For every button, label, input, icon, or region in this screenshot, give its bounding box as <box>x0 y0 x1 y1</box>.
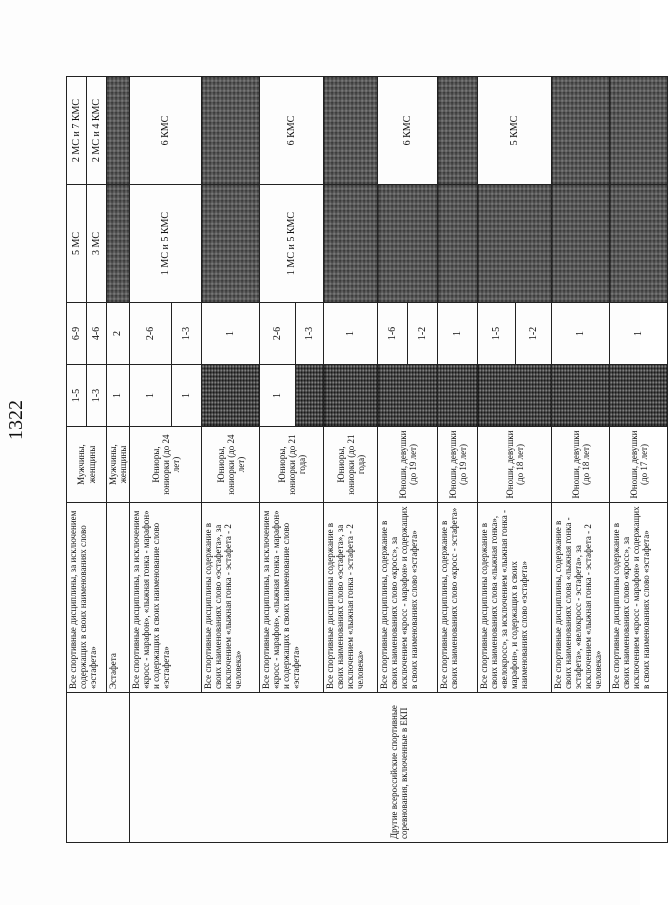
table-cell-discipline: Все спортивные дисциплины, за исключением «кросс - марафон», «лыжная гонка - марафон» и содержащих в своих наименование слово «эстафета» <box>130 503 202 693</box>
table-cell-place: 1 <box>260 365 296 427</box>
table-cell-noise <box>478 185 552 303</box>
table-cell-place: 4-6 <box>87 303 107 365</box>
table-cell-category: Юниоры, юниорки (до 21 года) <box>260 427 324 503</box>
table-cell-noise <box>610 77 668 185</box>
table-cell-noise <box>296 365 324 427</box>
table-cell-place: 2-6 <box>130 303 172 365</box>
table-cell-place: 1 <box>202 303 260 365</box>
table-cell-place: 1-3 <box>296 303 324 365</box>
table-cell-noise <box>107 185 130 303</box>
table-cell-category: Юниоры, юниорки (до 24 лет) <box>130 427 202 503</box>
table-row <box>130 77 172 843</box>
table-cell-place: 1 <box>172 365 202 427</box>
table-cell-ranks: 6 КМС <box>260 77 324 185</box>
qualification-table <box>66 76 668 843</box>
table-cell-noise <box>107 77 130 185</box>
table-cell-category: Юниоры, юниорки (до 21 года) <box>324 427 378 503</box>
table-row <box>67 77 87 843</box>
table-cell-discipline: Все спортивные дисциплины, содержание в своих наименованиях слово «кросс - эстафета» <box>438 503 478 693</box>
table-cell-noise <box>438 77 478 185</box>
table-cell-place: 1 <box>610 303 668 365</box>
table-cell-noise <box>552 77 610 185</box>
table-cell-place: 1 <box>438 303 478 365</box>
table-cell-noise <box>202 365 260 427</box>
table-cell-ranks: 5 КМС <box>478 77 552 185</box>
table-cell-discipline: Эстафета <box>107 503 130 693</box>
table-cell-noise <box>202 77 260 185</box>
table-cell-discipline: Все спортивные дисциплины, содержание в своих наименованиях слово «кросс», за исключением «кросс - марафон» и содержащих в своих наименованиях слово «эстафета» <box>378 503 438 693</box>
table-cell-discipline: Все спортивные дисциплины содержание в своих наименованиях слово «кросс», за исключением «кросс - марафон» и содержащих в своих наименованиях слово «эстафета» <box>610 503 668 693</box>
table-cell-ranks: 2 МС и 7 КМС <box>67 77 87 185</box>
table-cell-category: Мужчины, женщины <box>67 427 107 503</box>
table-cell-noise <box>610 185 668 303</box>
table-cell-place: 1-2 <box>408 303 438 365</box>
table-cell-noise <box>552 185 610 303</box>
table-cell-noise <box>552 365 610 427</box>
table-cell-place: 1-5 <box>478 303 516 365</box>
table-cell-ranks: 2 МС и 4 КМС <box>87 77 107 185</box>
table-cell-noise <box>202 185 260 303</box>
table-cell-noise <box>324 365 378 427</box>
table-cell-ranks: 5 МС <box>67 185 87 303</box>
table-cell-category: Юноши, девушки (до 17 лет) <box>610 427 668 503</box>
table-cell-discipline: Все спортивные дисциплины, содержание в своих наименованиях слова «лыжная гонка - эстафета», «велокросс - эстафета», за исключением «лыжная гонка - эстафета - 2 человека» <box>552 503 610 693</box>
table-cell-noise <box>324 185 378 303</box>
table-cell-discipline: Все спортивные дисциплины, за исключением содержащих в своих наименованиях слово «эстафета» <box>67 503 107 693</box>
table-cell-place: 2 <box>107 303 130 365</box>
table-cell-category: Юноши, девушки (до 18 лет) <box>552 427 610 503</box>
table-cell-ranks: 3 МС <box>87 185 107 303</box>
table-cell-place: 2-6 <box>260 303 296 365</box>
table-cell-noise <box>438 185 478 303</box>
table-cell-empty-group <box>67 693 130 843</box>
table-cell-discipline: Все спортивные дисциплины содержание в своих наименованиях слово «эстафета», за исключением «лыжная гонка - эстафета - 2 человека» <box>202 503 260 693</box>
table-cell-noise <box>378 185 438 303</box>
table-cell-place: 1 <box>324 303 378 365</box>
table-cell-group-label: Другие всероссийские спортивные соревнования, включенные в ЕКП <box>130 693 668 843</box>
table-cell-place: 1 <box>130 365 172 427</box>
table-cell-noise <box>378 365 438 427</box>
table-cell-noise <box>478 365 552 427</box>
table-cell-place: 1-2 <box>516 303 552 365</box>
table-cell-place: 1-3 <box>172 303 202 365</box>
table-cell-place: 1-6 <box>378 303 408 365</box>
table-cell-category: Юноши, девушки (до 18 лет) <box>478 427 552 503</box>
table-cell-ranks: 1 МС и 5 КМС <box>260 185 324 303</box>
table-cell-noise <box>324 77 378 185</box>
table-cell-place: 1-3 <box>87 365 107 427</box>
table-cell-discipline: Все спортивные дисциплины, за исключением «кросс - марафон», «лыжная гонка - марафон» и содержащих в своих наименование слово «эстафета» <box>260 503 324 693</box>
table-cell-place: 1 <box>107 365 130 427</box>
table-cell-category: Юноши, девушки (до 19 лет) <box>438 427 478 503</box>
table-cell-ranks: 6 КМС <box>130 77 202 185</box>
table-cell-noise <box>438 365 478 427</box>
table-cell-category: Юниоры, юниорки (до 24 лет) <box>202 427 260 503</box>
table-cell-discipline: Все спортивные дисциплины содержание в своих наименованиях слово «эстафета», за исключением «лыжная гонка - эстафета - 2 человека» <box>324 503 378 693</box>
table-cell-place: 6-9 <box>67 303 87 365</box>
table-cell-noise <box>610 365 668 427</box>
table-cell-category: Мужчины, женщины <box>107 427 130 503</box>
table-cell-ranks: 1 МС и 5 КМС <box>130 185 202 303</box>
table-cell-place: 1 <box>552 303 610 365</box>
table-cell-ranks: 6 КМС <box>378 77 438 185</box>
rotated-table-wrapper <box>66 77 652 843</box>
page-number: 1322 <box>5 400 27 440</box>
table-cell-place: 1-5 <box>67 365 87 427</box>
table-cell-category: Юноши, девушки (до 19 лет) <box>378 427 438 503</box>
table-cell-discipline: Все спортивные дисциплины содержание в своих наименованиях слова «лыжная гонка», «велокросс», за исключением «лыжная гонка - марафон», и содержащих в своих наименованиях слово «эстафета» <box>478 503 552 693</box>
